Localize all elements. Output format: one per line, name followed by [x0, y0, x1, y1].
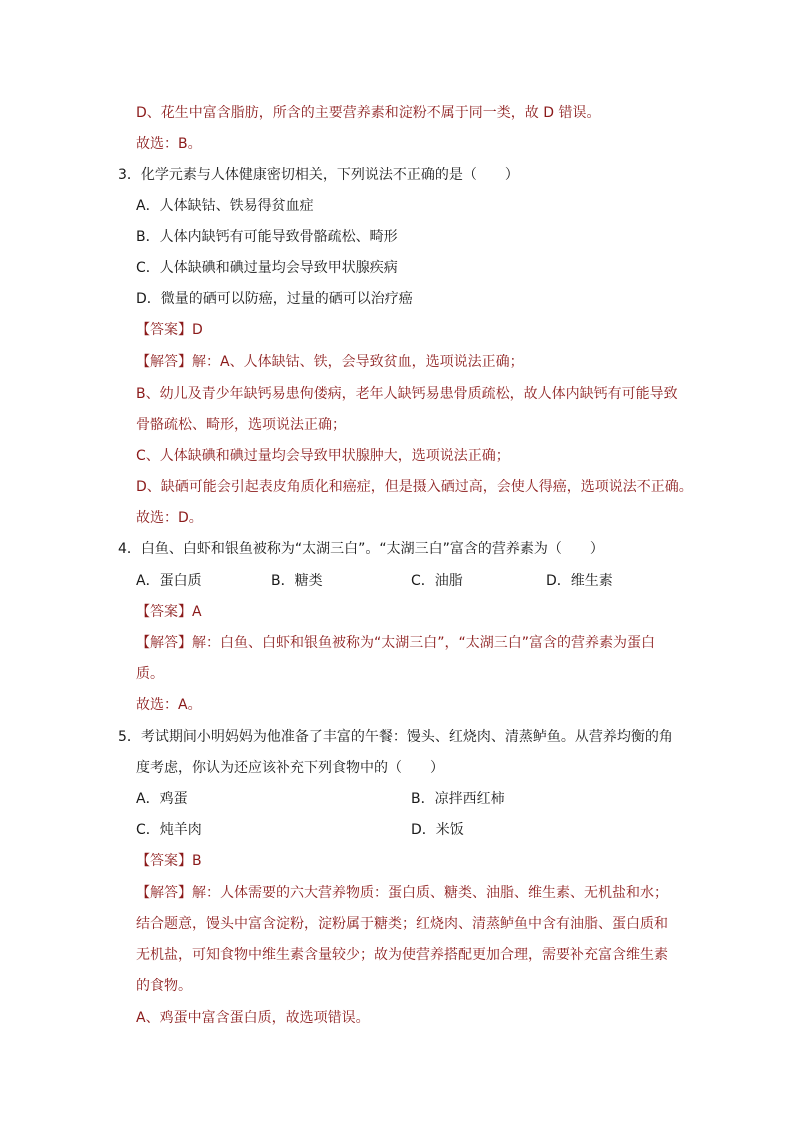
question-4-analysis-line-2: 质。: [136, 666, 164, 682]
question-4-answer: 【答案】A: [136, 604, 202, 620]
question-3-option-c: C．人体缺碘和碘过量均会导致甲状腺疾病: [136, 260, 398, 276]
question-4-analysis-line-1: 【解答】解：白鱼、白虾和银鱼被称为“太湖三白”，“太湖三白”富含的营养素为蛋白: [136, 635, 656, 651]
question-5-analysis-line-2: 结合题意，馒头中富含淀粉，淀粉属于糖类；红烧肉、清蒸鲈鱼中含有油脂、蛋白质和: [136, 916, 668, 932]
question-3-analysis-line-3: 骨骼疏松、畸形，选项说法正确；: [136, 417, 346, 433]
question-3-analysis-line-1: 【解答】解：A、人体缺钴、铁，会导致贫血，选项说法正确；: [136, 354, 524, 370]
question-5-analysis-line-1: 【解答】解：人体需要的六大营养物质：蛋白质、糖类、油脂、维生素、无机盐和水；: [136, 885, 668, 901]
question-5-analysis-line-4: 的食物。: [136, 978, 192, 994]
question-4-select-line: 故选：A。: [136, 697, 202, 713]
question-3-analysis-line-2: B、幼儿及青少年缺钙易患佝偻病，老年人缺钙易患骨质疏松，故人体内缺钙有可能导致: [136, 386, 678, 402]
question-3-stem: 3．化学元素与人体健康密切相关，下列说法不正确的是（ ）: [118, 167, 519, 183]
question-4-option-b: B．糖类: [271, 573, 323, 589]
question-5-analysis-line-3: 无机盐，可知食物中维生素含量较少；故为使营养搭配更加合理，需要补充富含维生素: [136, 947, 668, 963]
question-5-option-b: B．凉拌西红柿: [411, 791, 505, 807]
question-3-option-b: B．人体内缺钙有可能导致骨骼疏松、畸形: [136, 229, 398, 245]
question-4-option-c: C．油脂: [411, 573, 463, 589]
question-4-stem: 4．白鱼、白虾和银鱼被称为“太湖三白”。“太湖三白”富含的营养素为（ ）: [118, 541, 604, 557]
prev-option-d-analysis: D、花生中富含脂肪，所含的主要营养素和淀粉不属于同一类，故 D 错误。: [136, 105, 601, 121]
question-5-option-a: A．鸡蛋: [136, 791, 188, 807]
question-5-option-d: D．米饭: [411, 822, 464, 838]
question-4-option-a: A．蛋白质: [136, 573, 202, 589]
question-4-option-d: D．维生素: [546, 573, 613, 589]
question-5-stem-line-2: 度考虑，你认为还应该补充下列食物中的（ ）: [136, 760, 444, 776]
question-3-analysis-line-5: D、缺硒可能会引起表皮角质化和癌症，但是摄入硒过高，会使人得癌，选项说法不正确。: [136, 479, 693, 495]
question-3-option-d: D．微量的硒可以防癌，过量的硒可以治疗癌: [136, 291, 413, 307]
question-5-analysis-line-5: A、鸡蛋中富含蛋白质，故选项错误。: [136, 1010, 370, 1026]
question-3-select-line: 故选：D。: [136, 510, 203, 526]
question-3-answer: 【答案】D: [136, 322, 203, 338]
question-5-stem-line-1: 5．考试期间小明妈妈为他准备了丰富的午餐：馒头、红烧肉、清蒸鲈鱼。从营养均衡的角: [118, 729, 673, 745]
question-3-option-a: A．人体缺钴、铁易得贫血症: [136, 198, 314, 214]
question-5-option-c: C．炖羊肉: [136, 822, 202, 838]
prev-select-line: 故选：B。: [136, 136, 202, 152]
question-3-analysis-line-4: C、人体缺碘和碘过量均会导致甲状腺肿大，选项说法正确；: [136, 448, 510, 464]
question-5-answer: 【答案】B: [136, 853, 202, 869]
